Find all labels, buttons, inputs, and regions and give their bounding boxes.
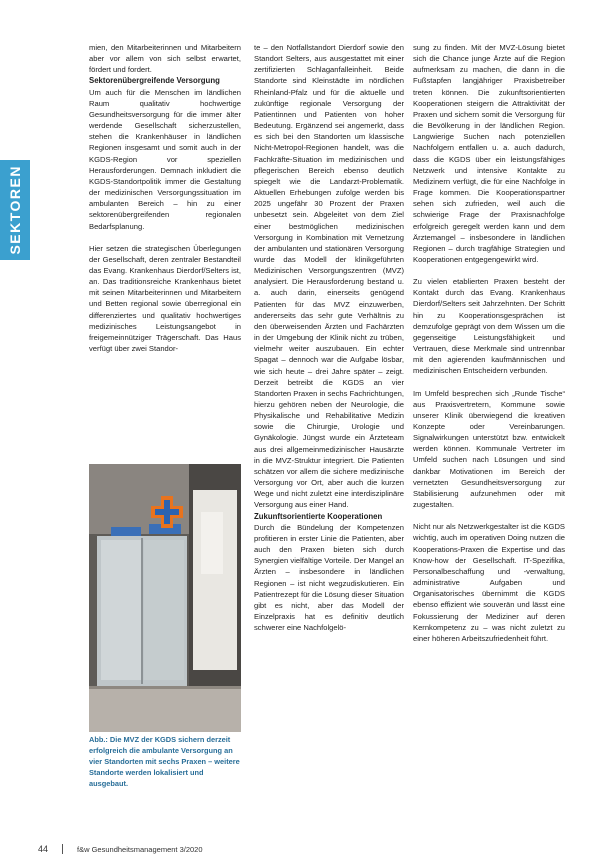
body-paragraph: sung zu finden. Mit der MVZ-Lösung bietet sich die Chance junge Ärzte auf die Region aufmerksam zu machen, die dann in die Fußstapfen langjähriger Praxisbetreiber treten können. Die zukunftsorientierten Kooperationen steigern die Attraktivität der Praxen und sichern somit die Versorgung für die Bevölkerung in der ländlichen Region. Langwierige Suchen nach potenziellen Nachfolgern entfallen u. a. auch dadurch, dass die KGDS über ein leistungsfähiges Netzwerk und intensive Kontakte zu Medizinern verfügt, die für eine Nachfolge in Frage kommen. Die Kooperationspartner sehen sich zufrieden, weil auch die schwierige Frage der Praxisnachfolge erfolgreich geregelt werden kann und dem Ärztemangel – insbesondere in ländlichen Regionen – durch tragfähige Strategien und Kooperationen entgegengewirkt wird. bbox=[413, 43, 565, 264]
body-paragraph: Im Umfeld besprechen sich „Runde Tische“ aus Praxisvertretern, Kommune sowie unserer Klinik überwiegend die kreativen Konzepte oder Vereinbarungen. Signalwirkungen unterstützt bzw. entwickelt werden können. Kommunale Vertreter im Umfeld suchen nach Lösungen und sind dankbar Motivationen im Bereich der vernetzten Gesundheitsversorgung zur Stabilisierung aufzunehmen oder mit zugestalten. bbox=[413, 388, 565, 510]
article-column-3 bbox=[413, 42, 565, 644]
body-paragraph: Durch die Bündelung der Kompetenzen profitieren in erster Linie die Patienten, aber auch den Praxen bieten sich durch Synergien vielfältige Vorteile. Der Mangel an Ärzten – insbesondere in ländlichen Regionen – ist nicht wegzudiskutieren. Ein Patientrezept für die Lösung dieser Situation gibt es nicht, aber das Modell der Einzelpraxis hat es definitiv deutlich schwerer eine Nachfolgelö- bbox=[254, 522, 404, 633]
article-column-2 bbox=[254, 42, 404, 633]
photo-caption: Abb.: Die MVZ der KGDS sichern derzeit erfolgreich die ambulante Versorgung an vier Standorten mit sechs Praxen – weitere Standorte werden lokalisiert und ausgebaut. bbox=[89, 735, 240, 788]
section-heading-sektorenuebergreifend: Sektorenübergreifende Versorgung bbox=[89, 76, 220, 86]
body-paragraph: Zu vielen etablierten Praxen besteht der Kontakt durch das Evang. Krankenhaus Dierdorf/Selters seit Jahrzehnten. Der Schritt hin zu Kooperationsgesprächen ist demzufolge geprägt von dem Wissen um die gegenseitige Leistungsfähigkeit und Vertrauen, diese Merkmale sind untrennbar mit den agierenden kaufmännischen und medizinischen Entscheidern verbunden. bbox=[413, 277, 565, 376]
body-paragraph: Hier setzen die strategischen Überlegungen der Gesellschaft, deren zentraler Bestandteil das Evang. Krankenhaus Dierdorf/Selters ist, an. Das traditionsreiche Krankenhaus bietet mit seinen Mitarbeiterinnen und Mitarbeitern und Betten regional sowie überregional ein differenziertes und qualitativ hochwertiges medizinisches Leistungsangebot in freigemeinnütziger Trägerschaft. Das Haus verfügt über zwei Standor- bbox=[89, 243, 241, 354]
footer-divider bbox=[62, 844, 63, 854]
body-paragraph: Um auch für die Menschen im ländlichen Raum qualitativ hochwertige Gesundheitsversorgung für die immer älter werdende Gesellschaft sicherzustellen, stehen die Krankenhäuser in ländlichen Regionen insgesamt und somit auch in der KGDS-Region vor speziellen Herausforderungen. Demnach inkludiert die KGDS-Standortpolitik immer die Gestaltung der medizinischen Versorgungssituation im ambulanten Bereich – hin zu einer sektorenübergreifenden regionalen Bedarfsplanung. bbox=[89, 87, 241, 231]
body-paragraph: Nicht nur als Netzwerkgestalter ist die KGDS wichtig, auch im operativen Doing nutzen die Kooperations-Praxen die Expertise und das Know-how der Gesellschaft. IT-Spezifika, Personalbeschaffung und -verwaltung, administrative Aufgaben und Organisatorisches übernimmt die KGDS ebenso effizient wie souverän und lässt eine Fokussierung der Mediziner auf deren Kernkompetenz zu – was nicht zuletzt zu einer höheren Arbeitszufriedenheit führt. bbox=[413, 522, 565, 643]
intro-paragraph: mien, den Mitarbeiterinnen und Mitarbeitern aber vor allem von sich selbst erwartet, fördert und fordert. bbox=[89, 43, 241, 75]
page-footer bbox=[38, 844, 203, 854]
section-tab-label: SEKTOREN bbox=[7, 165, 23, 255]
body-paragraph: te – den Notfallstandort Dierdorf sowie den Standort Selters, aus ausgestattet mit einer zertifizierten Schlaganfalleinheit. Beide Standorte sind Kleinstädte im nördlichen Rheinland-Pfalz und für die aktuelle und zukünftige regionale Versorgung der Patientinnen und Patienten von hoher Bedeutung. Ergänzend sei angemerkt, dass es sich bei den Standorten um klassische Nicht-Metropol-Regionen handelt, was die Fachkräfte-Situation im medizinischen und pflegerischen Bereich ebenso deutlich spiegelt wie die Landarzt-Problematik. Aktuellen Erhebungen zufolge werden bis 2025 ungefähr 30 Prozent der Praxen unbesetzt sein. Abgeleitet von dem Ziel einer bestmöglichen medizinischen Versorgung in Kombination mit Vernetzung der ambulanten und stationären Versorgung wurde das Modell der klinikgeführten Medizinischen Versorgungszentren (MVZ) analysiert. Die Herausforderung bestand u. a. auch darin, einerseits genügend Patienten für das MVZ einzuwerben, andererseits das sehr gute Verhältnis zu den überweisenden Ärzten und Fachärzten in der Umgebung der Klinik nicht zu trüben, vielmehr weiter auszubauen. Ein echter Spagat – dennoch war die Aufgabe lösbar, wie sich heute – drei Jahre später – zeigt. Derzeit betreibt die KGDS an vier Standorten Praxen in sechs Fachrichtungen, hierzu gehören neben der Neurologie, die Physikalische und Rehabilitative Medizin sowie die Chirurgie, Urologie und Gynäkologie. Jüngst wurde ein Ärzteteam aus drei allgemeinmedizinischer Hausärzte in die MVZ-Struktur integriert. Die Patienten schätzen vor allem die sichere medizinische Versorgung vor Ort, aber auch die kurzen Wege und nicht zuletzt eine interdisziplinäre Versorgung aus einer Hand. bbox=[254, 43, 404, 510]
mvz-entrance-photo bbox=[89, 464, 241, 732]
sektoren-section-tab bbox=[0, 160, 30, 260]
publication-name: f&w Gesundheitsmanagement 3/2020 bbox=[77, 844, 203, 854]
section-heading-kooperationen: Zukunftsorientierte Kooperationen bbox=[254, 511, 383, 521]
page-number: 44 bbox=[38, 844, 49, 854]
article-column-1 bbox=[89, 42, 241, 354]
